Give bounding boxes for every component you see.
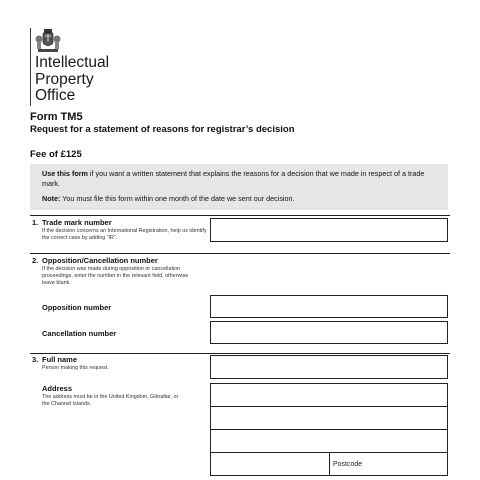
usage-note [42, 169, 436, 189]
trade-mark-number-field[interactable] [210, 218, 448, 242]
logo-wordmark [35, 55, 109, 105]
address-line-field[interactable] [210, 429, 448, 453]
notice-box [30, 164, 448, 210]
cancellation-number-label: Cancellation number [42, 329, 117, 338]
cancellation-number-field[interactable] [210, 321, 448, 344]
deadline-note-text: You must file this form within one month of the date we sent our decision. [60, 194, 295, 203]
section-divider [30, 353, 450, 354]
section-number: 1. [32, 218, 39, 227]
royal-coat-of-arms-icon [34, 27, 62, 55]
opposition-number-label: Opposition number [42, 303, 112, 312]
form-subtitle: Request for a statement of reasons for registrar’s decision [30, 124, 295, 135]
form-title: Form TM5 [30, 111, 83, 123]
section-divider [30, 253, 450, 254]
address-label: Address [42, 384, 73, 393]
usage-note-label: Use this form [42, 169, 88, 178]
full-name-field[interactable] [210, 355, 448, 379]
section-help: Person making this request. [42, 365, 109, 371]
logo-line: Property [35, 70, 94, 88]
section-title: Full name [42, 355, 78, 364]
section-title: Trade mark number [42, 218, 112, 227]
address-line-field[interactable] [210, 406, 448, 430]
address-help: The address must be in the United Kingdom, Gibraltar, or the Channel Islands. [42, 394, 179, 407]
section-help: If the decision was made during opposition or cancellation proceedings, enter the number in the relevant field, otherwise leave blank. [42, 266, 189, 286]
usage-note-text: if you want a written statement that explains the reasons for a decision that we made in respect of a trade mark. [42, 169, 425, 188]
deadline-note [42, 194, 436, 204]
postcode-label: Postcode [333, 461, 363, 468]
section-title: Opposition/Cancellation number [42, 256, 158, 265]
logo-line: Intellectual [35, 54, 110, 71]
section-help: If the decision concerns an International Registration, help us identify the correct case by adding “IR”. [42, 228, 207, 241]
address-line-field[interactable] [210, 383, 448, 407]
opposition-number-field[interactable] [210, 295, 448, 318]
section-number: 2. [32, 256, 39, 265]
fee-label: Fee of £125 [30, 149, 82, 160]
section-number: 3. [32, 355, 39, 364]
address-line-field[interactable] [210, 452, 330, 476]
section-divider [30, 215, 450, 216]
logo-divider [30, 28, 31, 106]
logo-line: Office [35, 87, 76, 104]
deadline-note-label: Note: [42, 194, 61, 203]
